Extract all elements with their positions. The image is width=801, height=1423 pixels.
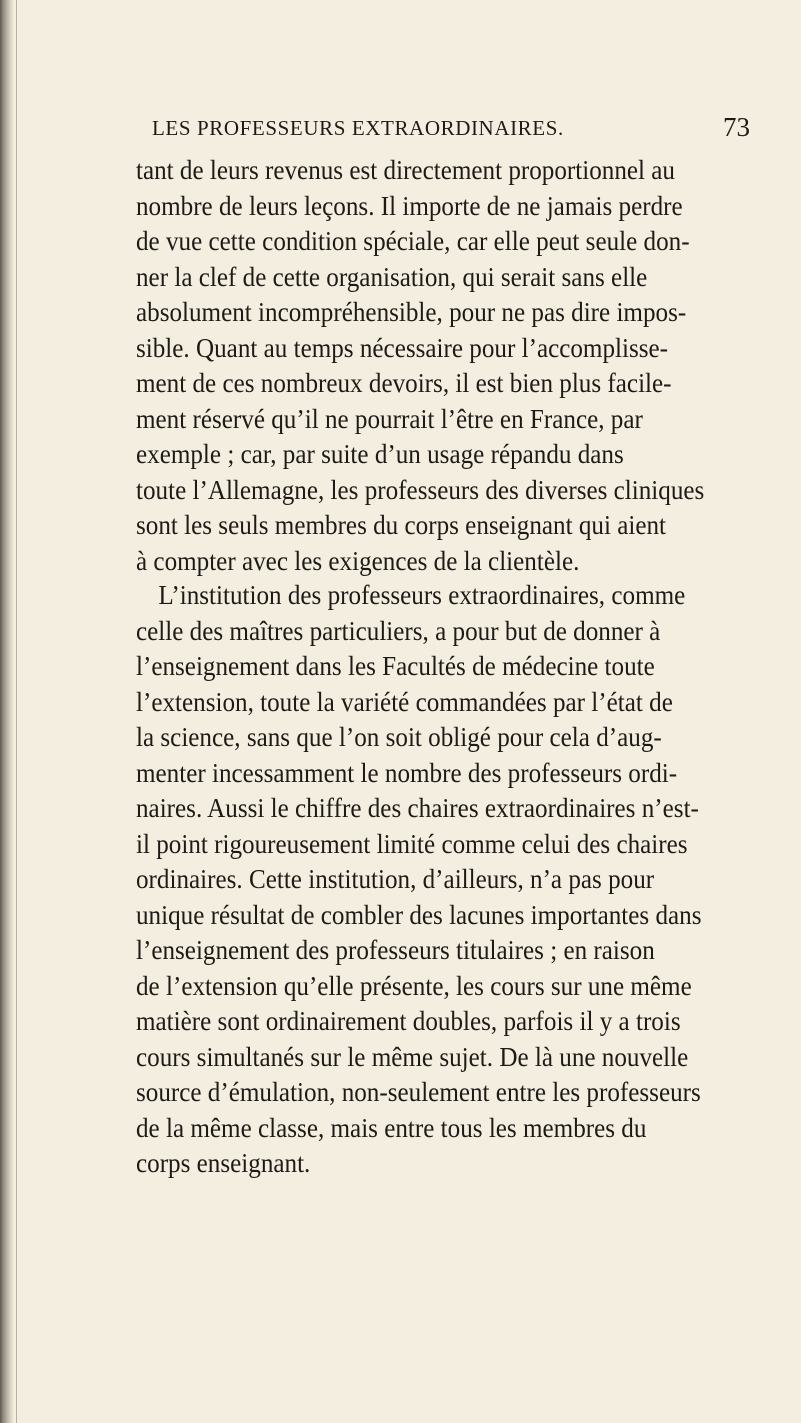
text-line: la science, sans que l’on soit obligé pour cela d’aug-	[136, 722, 662, 752]
text-line: toute l’Allemagne, les professeurs des diverses cliniques	[136, 474, 705, 505]
running-head: LES PROFESSEURS EXTRAORDINAIRES.	[152, 116, 564, 140]
text-line: absolument incompréhensible, pour ne pas dire impos-	[136, 297, 687, 327]
text-line: cours simultanés sur le même sujet. De là une nouvelle	[136, 1041, 689, 1072]
text-line: ment réservé qu’il ne pourrait l’être en France, par	[136, 403, 643, 434]
text-line: exemple ; car, par suite d’un usage répandu dans	[136, 439, 624, 469]
text-line: de l’extension qu’elle présente, les cours sur une même	[136, 970, 692, 1001]
text-line: corps enseignant.	[136, 1148, 311, 1178]
text-line: L’institution des professeurs extraordinaires, comme	[158, 580, 686, 610]
text-line: tant de leurs revenus est directement proportionnel au	[136, 155, 675, 185]
page-number: 73	[723, 112, 750, 142]
text-line: il point rigoureusement limité comme celui des chaires	[136, 828, 688, 859]
text-line: sible. Quant au temps nécessaire pour l’accomplisse-	[136, 332, 669, 363]
text-line: l’extension, toute la variété commandées par l’état de	[136, 686, 673, 717]
text-line: naires. Aussi le chiffre des chaires extraordinaires n’est-	[136, 793, 699, 823]
text-line: unique résultat de combler des lacunes importantes dans	[136, 899, 702, 930]
text-line: de vue cette condition spéciale, car elle peut seule don-	[136, 226, 690, 256]
page-gutter-shadow	[0, 0, 14, 1423]
text-line: menter incessamment le nombre des professeurs ordi-	[136, 757, 678, 788]
text-line: ner la clef de cette organisation, qui serait sans elle	[136, 261, 648, 292]
page-header	[152, 112, 796, 146]
text-line: de la même classe, mais entre tous les membres du	[136, 1112, 647, 1143]
text-line: ment de ces nombreux devoirs, il est bien plus facile-	[136, 368, 672, 398]
paragraph-2	[136, 578, 796, 1182]
text-line: nombre de leurs leçons. Il importe de ne jamais perdre	[136, 190, 683, 221]
text-line: l’enseignement dans les Facultés de médecine toute	[136, 651, 655, 681]
text-line: matière sont ordinairement doubles, parfois il y a trois	[136, 1006, 681, 1036]
text-line: ordinaires. Cette institution, d’ailleurs, n’a pas pour	[136, 864, 655, 894]
text-line: sont les seuls membres du corps enseignant qui aient	[136, 510, 666, 540]
text-line: celle des maîtres particuliers, a pour but de donner à	[136, 615, 661, 646]
text-line: à compter avec les exigences de la clientèle.	[136, 545, 580, 576]
paragraph-1	[136, 153, 796, 579]
page-edge-line	[16, 0, 17, 1423]
text-line: source d’émulation, non-seulement entre les professeurs	[136, 1077, 701, 1107]
text-line: l’enseignement des professeurs titulaires ; en raison	[136, 935, 655, 965]
